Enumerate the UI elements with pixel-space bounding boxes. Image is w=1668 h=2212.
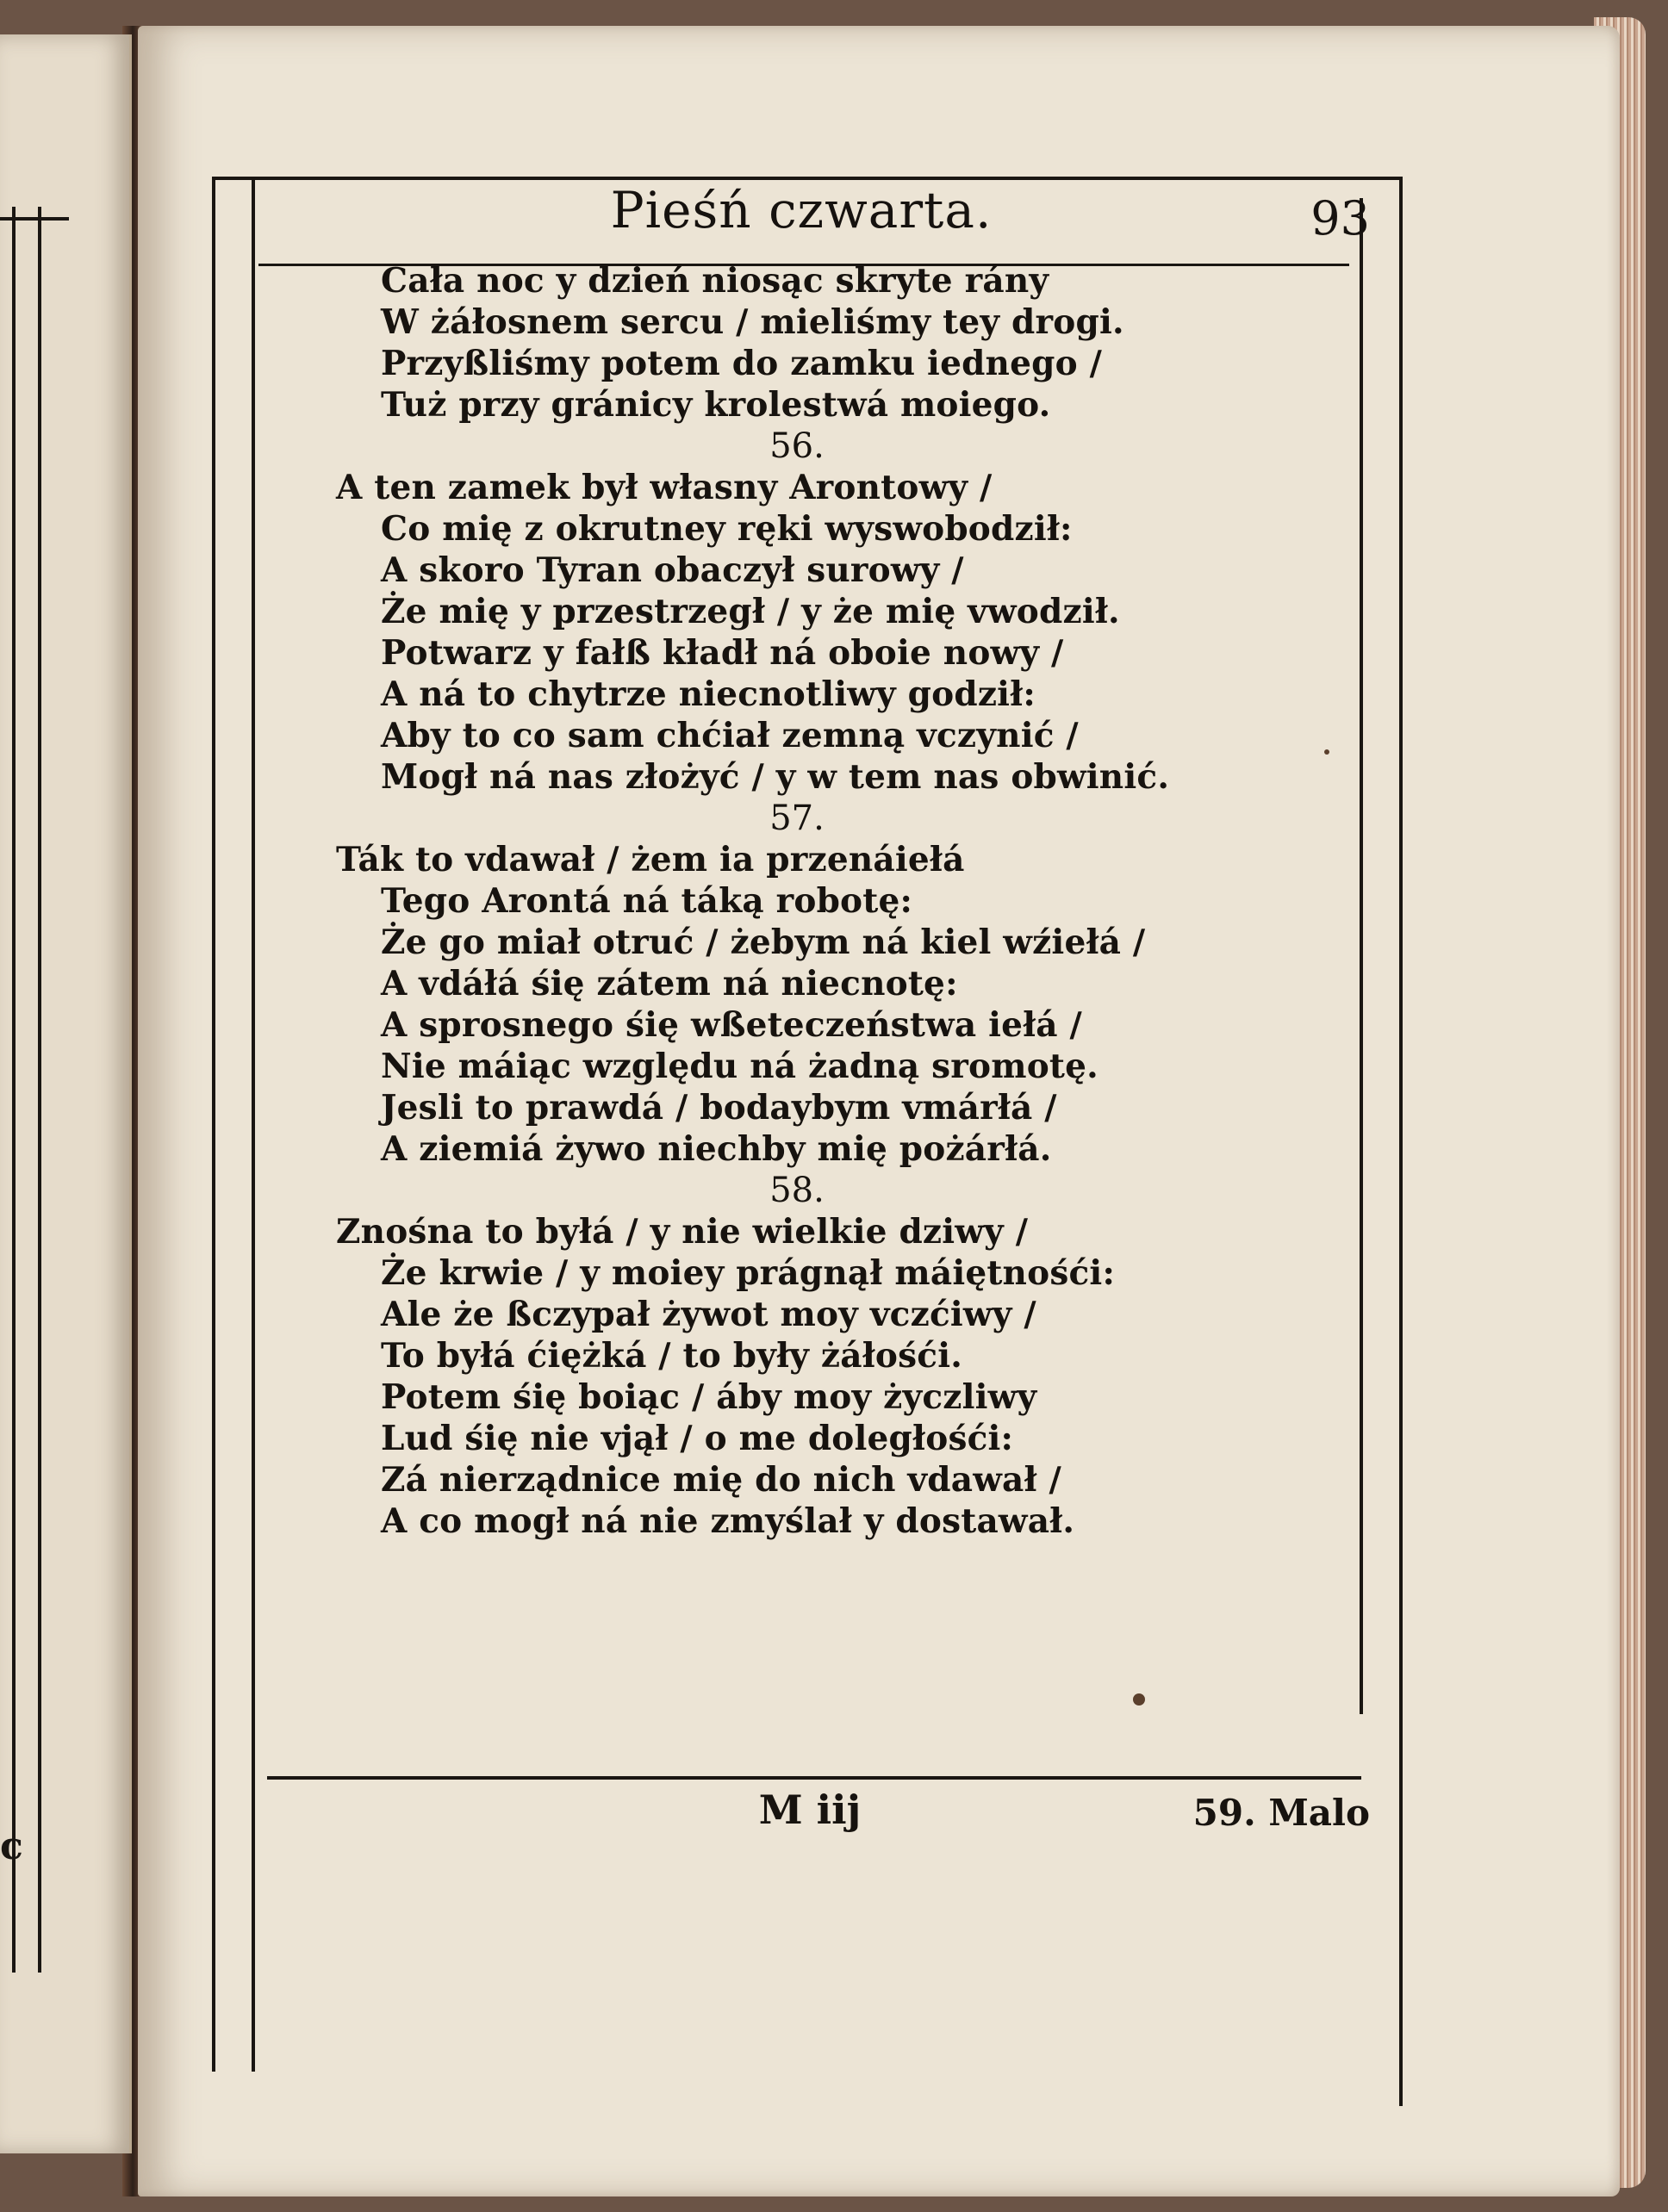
frame-top-rule — [212, 177, 1401, 180]
verse-text-block — [336, 260, 1335, 1542]
verse-line: A co mogł ná nie zmyślał y dostawał. — [381, 1501, 1075, 1541]
verse-line: Jesli to prawdá / bodaybym vmárłá / — [381, 1088, 1057, 1128]
verse-line: Że krwie / y moiey prágnął máiętnośći: — [381, 1253, 1116, 1293]
verse-line: Nie máiąc względu ná żadną sromotę. — [381, 1047, 1099, 1086]
verse-line: Że go miał otruć / żebym ná kiel wźiełá / — [381, 923, 1146, 962]
left-page-fragment: c — [0, 1824, 23, 1868]
verse-line: Ale że ßczypał żywot moy vczćiwy / — [381, 1295, 1036, 1334]
page-number: 93 — [1310, 191, 1370, 245]
verse-line: Tego Arontá ná táką robotę: — [381, 881, 913, 921]
ink-spot — [1133, 1693, 1145, 1706]
frame-left-inner — [252, 177, 255, 2072]
left-page-rule-outer — [12, 207, 16, 1973]
verse-line: Znośna to byłá / y nie wielkie dziwy / — [336, 1212, 1029, 1252]
ink-spot — [1324, 749, 1329, 755]
verse-line: A ná to chytrze niecnotliwy godził: — [381, 674, 1036, 714]
frame-right-outer — [1399, 177, 1403, 2106]
verse-line: Tuż przy gránicy krolestwá moiego. — [381, 385, 1051, 425]
verse-line: Lud śię nie vjął / o me doległośći: — [381, 1419, 1014, 1458]
frame-bottom-rule — [267, 1776, 1361, 1780]
verse-line: A vdáłá śię zátem ná niecnotę: — [381, 964, 958, 1003]
verse-line: A ziemiá żywo niechby mię pożárłá. — [381, 1129, 1052, 1169]
frame-right-inner — [1360, 198, 1363, 1714]
stanza-number: 57. — [769, 798, 825, 838]
stanza-number: 58. — [769, 1171, 825, 1210]
verse-line: Przyßliśmy potem do zamku iednego / — [381, 344, 1103, 383]
running-head: Pieśń czwarta. — [610, 181, 993, 239]
left-page-rule-inner — [38, 207, 41, 1973]
verse-line: Ták to vdawał / żem ia przenáiełá — [336, 840, 965, 879]
verse-line: Zá nierządnice mię do nich vdawał / — [381, 1460, 1061, 1500]
frame-left-outer — [212, 177, 215, 2072]
stanza-number: 56. — [769, 426, 825, 466]
verse-line: To byłá ćiężká / to były żáłośći. — [381, 1336, 963, 1376]
catchword: 59. Malo — [1192, 1792, 1370, 1834]
verse-line: Aby to co sam chćiał zemną vczynić / — [381, 716, 1079, 755]
left-page-corner-rule — [0, 217, 69, 221]
verse-line: A ten zamek był własny Arontowy / — [336, 468, 993, 507]
verse-line: Potwarz y fałß kładł ná oboie nowy / — [381, 633, 1064, 673]
left-page — [0, 34, 132, 2153]
verse-line: Cała noc y dzień niosąc skryte rány — [381, 261, 1049, 301]
verse-line: Co mię z okrutney ręki wyswobodził: — [381, 509, 1073, 549]
signature-mark: M iij — [758, 1786, 862, 1833]
verse-line: A sprosnego śię wßeteczeństwa iełá / — [381, 1005, 1082, 1045]
verse-line: A skoro Tyran obaczył surowy / — [381, 550, 964, 590]
verse-line: W żáłosnem sercu / mieliśmy tey drogi. — [381, 302, 1124, 342]
verse-line: Potem śię boiąc / áby moy życzliwy — [381, 1377, 1037, 1417]
verse-line: Mogł ná nas złożyć / y w tem nas obwinić. — [381, 757, 1170, 797]
verse-line: Że mię y przestrzegł / y że mię vwodził. — [381, 592, 1120, 631]
